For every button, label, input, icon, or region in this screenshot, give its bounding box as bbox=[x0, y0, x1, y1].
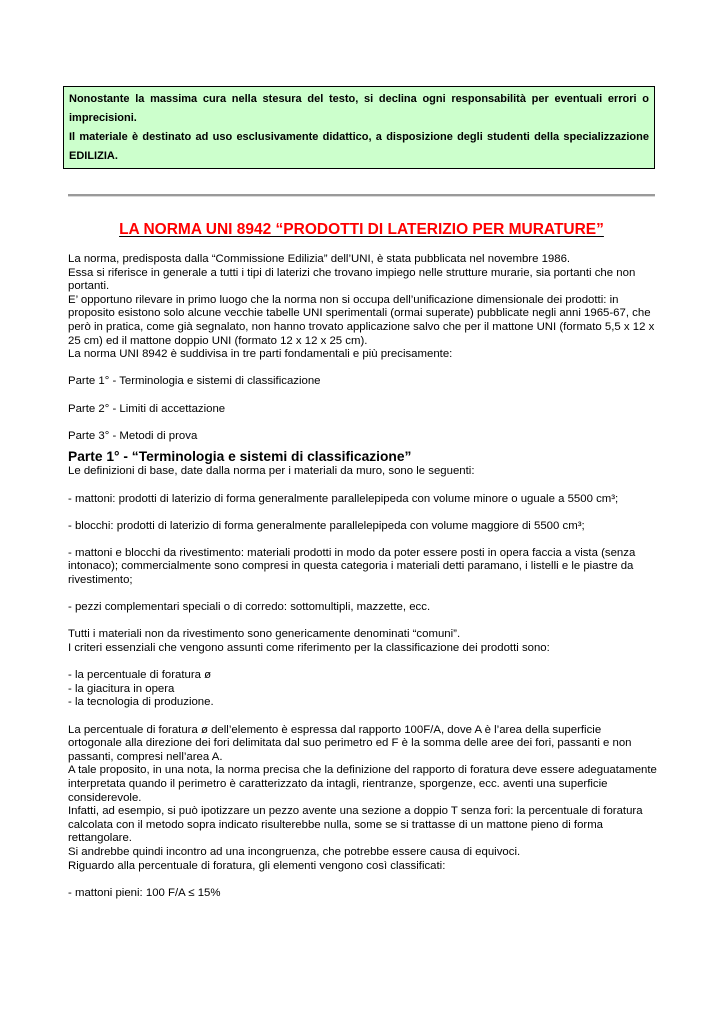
part-item: Parte 3° - Metodi di prova bbox=[68, 429, 198, 442]
classification-item: - mattoni pieni: 100 F/A ≤ 15% bbox=[68, 886, 221, 899]
definition-item: - pezzi complementari speciali o di corredo: sottomultipli, mazzette, ecc. bbox=[68, 601, 431, 614]
intro-paragraph: Essa si riferisce in generale a tutti i tipi di laterizi che trovano impiego nelle strutture murarie, sia portanti che non portanti. bbox=[68, 266, 636, 293]
document-body bbox=[68, 253, 658, 900]
criteria-lead: I criteri essenziali che vengono assunti come riferimento per la classificazione dei prodotti sono: bbox=[68, 642, 550, 655]
body-paragraph: Si andrebbe quindi incontro ad una incongruenza, che potrebbe essere causa di equivoci. bbox=[68, 845, 521, 858]
page-title: LA NORMA UNI 8942 “PRODOTTI DI LATERIZIO PER MURATURE” bbox=[119, 221, 604, 238]
comuni-text: Tutti i materiali non da rivestimento sono genericamente denominati “comuni”. bbox=[68, 628, 461, 641]
intro-paragraph: La norma UNI 8942 è suddivisa in tre parti fondamentali e più precisamente: bbox=[68, 348, 453, 361]
horizontal-divider bbox=[68, 194, 655, 197]
disclaimer-line: Nonostante la massima cura nella stesura del testo, si declina ogni responsabilità per eventuali errori o imprecisioni. bbox=[69, 93, 649, 124]
disclaimer-box bbox=[63, 86, 655, 169]
part-item: Parte 2° - Limiti di accettazione bbox=[68, 402, 226, 415]
intro-paragraph: E’ opportuno rilevare in primo luogo che la norma non si occupa dell’unificazione dimensionale dei prodotti: in proposito esistono solo alcune vecchie tabelle UNI sperimentali (ormai superate) pubblicate negli anni 1965-67, che però in pratica, come già segnalato, non hanno trovato applicazione salvo che per il mattone UNI (formato 5,5 x 12 x 25 cm) ed il mattone doppio UNI (formato 12 x 12 x 25 cm). bbox=[68, 293, 655, 347]
definition-item: - mattoni: prodotti di laterizio di forma generalmente parallelepipeda con volume minore o uguale a 5500 cm³; bbox=[68, 492, 619, 505]
section-lead: Le definizioni di base, date dalla norma per i materiali da muro, sono le seguenti: bbox=[68, 465, 475, 478]
disclaimer-line: Il materiale è destinato ad uso esclusivamente didattico, a disposizione degli studenti della specializzazione EDILIZIA. bbox=[69, 131, 649, 162]
body-paragraph: La percentuale di foratura ø dell’elemento è espressa dal rapporto 100F/A, dove A è l’area della superficie ortogonale alla direzione dei fori delimitata dal suo perimetro ed F è la somma delle aree dei fori, passanti e non passanti, compresi nell’area A. bbox=[68, 723, 632, 763]
criteria-item: - la tecnologia di produzione. bbox=[68, 696, 214, 709]
body-paragraph: Riguardo alla percentuale di foratura, gli elementi vengono così classificati: bbox=[68, 859, 446, 872]
intro-paragraph: La norma, predisposta dalla “Commissione Edilizia” dell’UNI, è stata pubblicata nel novembre 1986. bbox=[68, 253, 571, 265]
definition-item: - blocchi: prodotti di laterizio di forma generalmente parallelepipeda con volume maggiore di 5500 cm³; bbox=[68, 519, 585, 532]
criteria-item: - la giacitura in opera bbox=[68, 682, 175, 695]
criteria-item: - la percentuale di foratura ø bbox=[68, 669, 212, 682]
body-paragraph: A tale proposito, in una nota, la norma precisa che la definizione del rapporto di foratura deve essere adeguatamente interpretata quando il perimetro è caratterizzato da intagli, rientranze, sporgenze, ecc. aventi una superficie considerevole. bbox=[68, 764, 657, 804]
body-paragraph: Infatti, ad esempio, si può ipotizzare un pezzo avente una sezione a doppio T senza fori: la percentuale di foratura calcolata con il metodo sopra indicato risulterebbe nulla, some se si trattasse di un mattone pieno di forma rettangolare. bbox=[68, 805, 643, 845]
definition-item: - mattoni e blocchi da rivestimento: materiali prodotti in modo da poter essere posti in opera faccia a vista (senza intonaco); commercialmente sono compresi in questa categoria i materiali detti paramano, i listelli e le piastre da rivestimento; bbox=[68, 546, 636, 587]
section-heading: Parte 1° - “Terminologia e sistemi di classificazione” bbox=[68, 449, 412, 465]
part-item: Parte 1° - Terminologia e sistemi di classificazione bbox=[68, 375, 321, 388]
